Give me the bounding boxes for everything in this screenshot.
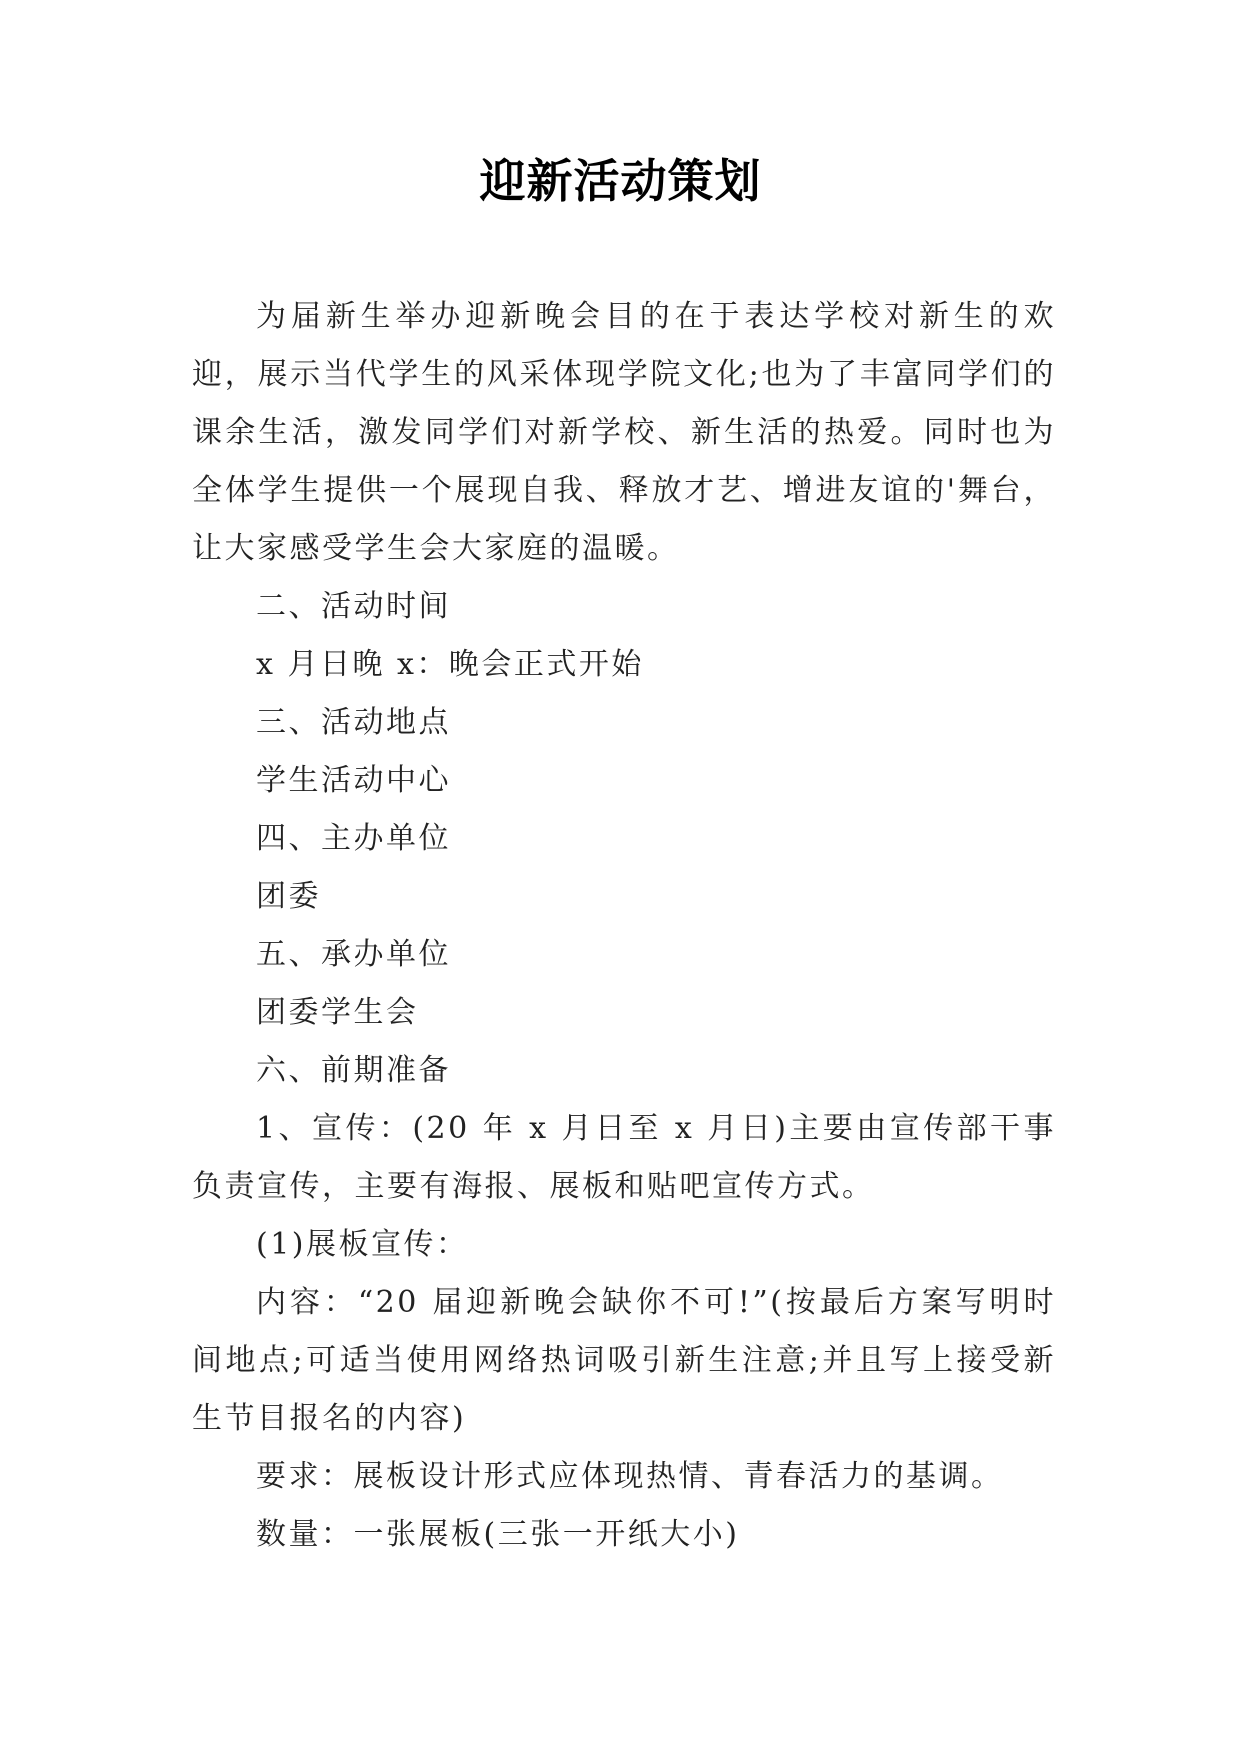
- host-text: 团委: [256, 879, 321, 914]
- subheading-board-promotion: (1)展板宣传：: [256, 1227, 469, 1262]
- section-heading-place: 三、活动地点: [256, 705, 451, 740]
- organizer-text: 团委学生会: [256, 995, 419, 1030]
- section-heading-time: 二、活动时间: [256, 589, 451, 624]
- intro-paragraph: 为届新生举办迎新晚会目的在于表达学校对新生的欢迎，展示当代学生的风采体现学院文化;也为了丰富同学们的课余生活，激发同学们对新学校、新生活的热爱。同时也为全体学生提供一个展现自我、释放才艺、增进友谊的'舞台，让大家感受学生会大家庭的温暖。: [192, 299, 1056, 566]
- section-heading-organizer: 五、承办单位: [256, 937, 451, 972]
- document-body: [192, 288, 1056, 1564]
- promotion-paragraph: 1、宣传：(20 年 x 月日至 x 月日)主要由宣传部干事负责宣传，主要有海报、展板和贴吧宣传方式。: [192, 1111, 1056, 1204]
- section-heading-host: 四、主办单位: [256, 821, 451, 856]
- content-paragraph: 内容：“20 届迎新晚会缺你不可!”(按最后方案写明时间地点;可适当使用网络热词吸引新生注意;并且写上接受新生节目报名的内容): [192, 1285, 1056, 1436]
- time-text: x 月日晚 x：晚会正式开始: [256, 647, 644, 682]
- section-heading-preparation: 六、前期准备: [256, 1053, 451, 1088]
- document-title: 迎新活动策划: [479, 154, 762, 208]
- requirement-text: 要求：展板设计形式应体现热情、青春活力的基调。: [256, 1459, 1004, 1494]
- quantity-text: 数量：一张展板(三张一开纸大小): [256, 1517, 740, 1552]
- place-text: 学生活动中心: [256, 763, 451, 798]
